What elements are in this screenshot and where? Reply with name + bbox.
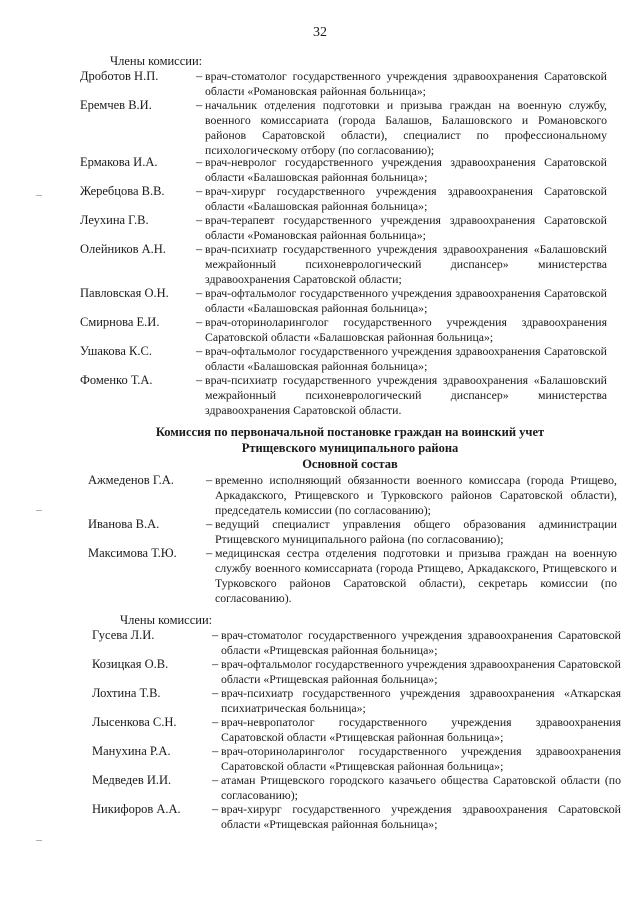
member-entry: [0, 242, 640, 286]
members-label: Члены комиссии:: [120, 613, 213, 627]
member-name: Олейников А.Н.: [80, 242, 166, 256]
member-name: Фоменко Т.А.: [80, 373, 153, 387]
member-name: Козицкая О.В.: [92, 657, 169, 671]
member-role: врач-невролог государственного учреждения здравоохранения Саратовской области «Балашовская районная больница»;: [205, 155, 607, 184]
dash: –: [206, 517, 213, 531]
dash: –: [196, 242, 203, 256]
section-subtitle: Основной состав: [302, 457, 398, 471]
dash: –: [196, 286, 203, 300]
member-role: врач-стоматолог государственного учреждения здравоохранения Саратовской области «Романовская районная больница»;: [205, 69, 607, 98]
member-role: начальник отделения подготовки и призыва граждан на военную службу, военного комиссариата (города Балашов, Балашовского и Романовского районов Саратовской области), специалист по профессиональному психологическому отбору (по согласованию);: [205, 98, 607, 157]
members-label: Члены комиссии:: [110, 54, 203, 68]
member-name: Ермакова И.А.: [80, 155, 158, 169]
page-number: 32: [313, 25, 327, 40]
dash: –: [212, 715, 219, 729]
dash: –: [196, 344, 203, 358]
member-role: медицинская сестра отделения подготовки и призыва граждан на военную службу военного комиссариата (города Ртищево, Аркадакского, Ртищевского и Турковского районов Саратовской области), секретарь комиссии (по согласованию).: [215, 546, 617, 605]
dash: –: [196, 155, 203, 169]
member-name: Гусева Л.И.: [92, 628, 155, 642]
member-name: Лохтина Т.В.: [92, 686, 161, 700]
member-name: Максимова Т.Ю.: [88, 546, 177, 560]
member-role: врач-хирург государственного учреждения здравоохранения Саратовской области «Ртищевская районная больница»;: [221, 802, 621, 831]
dash: –: [196, 373, 203, 387]
member-name: Павловская О.Н.: [80, 286, 169, 300]
member-role: врач-офтальмолог государственного учреждения здравоохранения Саратовской области «Балашовская районная больница»;: [205, 344, 607, 373]
scan-mark: [36, 510, 42, 511]
member-role: врач-офтальмолог государственного учреждения здравоохранения Саратовской области «Ртищевская районная больница»;: [221, 657, 621, 686]
commission-district: Ртищевского муниципального района: [241, 441, 459, 455]
commission-title: Комиссия по первоначальной постановке граждан на воинский учет: [155, 425, 545, 439]
member-role: врач-психиатр государственного учреждения здравоохранения «Аткарская психиатрическая больница»;: [221, 686, 621, 715]
member-name: Ушакова К.С.: [80, 344, 152, 358]
member-name: Еремчев В.И.: [80, 98, 152, 112]
member-role: ведущий специалист управления общего образования администрации Ртищевского муниципального района (по согласованию);: [215, 517, 617, 546]
member-name: Лысенкова С.Н.: [92, 715, 177, 729]
member-name: Никифоров А.А.: [92, 802, 181, 816]
dash: –: [196, 213, 203, 227]
dash: –: [196, 98, 203, 112]
dash: –: [212, 744, 219, 758]
dash: –: [212, 802, 219, 816]
member-name: Манухина Р.А.: [92, 744, 171, 758]
member-name: Иванова В.А.: [88, 517, 160, 531]
dash: –: [212, 686, 219, 700]
scan-mark: [36, 840, 42, 841]
member-role: врач-невропатолог государственного учреждения здравоохранения Саратовской области «Ртищевская районная больница»;: [221, 715, 621, 744]
member-role: врач-офтальмолог государственного учреждения здравоохранения Саратовской области «Балашовская районная больница»;: [205, 286, 607, 315]
member-role: врач-психиатр государственного учреждения здравоохранения «Балашовский межрайонный психоневрологический диспансер» министерства здравоохранения Саратовской области;: [205, 242, 607, 286]
member-name: Жеребцова В.В.: [80, 184, 165, 198]
member-role: врач-оториноларинголог государственного учреждения здравоохранения Саратовской области «Ртищевская районная больница»;: [221, 744, 621, 773]
dash: –: [196, 69, 203, 83]
main-member-entry: [0, 546, 640, 605]
member-role: врач-стоматолог государственного учреждения здравоохранения Саратовской области «Ртищевская районная больница»;: [221, 628, 621, 657]
dash: –: [206, 473, 213, 487]
member-name: Леухина Г.В.: [80, 213, 149, 227]
member-role: врач-терапевт государственного учреждения здравоохранения Саратовской области «Романовская районная больница»;: [205, 213, 607, 242]
member-name: Ажмеденов Г.А.: [88, 473, 174, 487]
dash: –: [212, 657, 219, 671]
member-name: Дроботов Н.П.: [80, 69, 159, 83]
dash: –: [212, 773, 219, 787]
member-role: врач-психиатр государственного учреждения здравоохранения «Балашовский межрайонный психоневрологический диспансер» министерства здравоохранения Саратовской области.: [205, 373, 607, 417]
member-name: Медведев И.И.: [92, 773, 172, 787]
member-role: временно исполняющий обязанности военного комиссара (города Ртищево, Аркадакского, Ртищевского и Турковского районов Саратовской области), председатель комиссии (по согласованию);: [215, 473, 617, 517]
member-role: врач-оториноларинголог государственного учреждения здравоохранения Саратовской области «Балашовская районная больница»;: [205, 315, 607, 344]
scan-mark: [36, 195, 42, 196]
dash: –: [196, 184, 203, 198]
dash: –: [206, 546, 213, 560]
main-member-entry: [0, 473, 640, 517]
dash: –: [212, 628, 219, 642]
member-role: врач-хирург государственного учреждения здравоохранения Саратовской области «Балашовская районная больница»;: [205, 184, 607, 213]
member-entry: [0, 802, 640, 836]
dash: –: [196, 315, 203, 329]
member-name: Смирнова Е.И.: [80, 315, 160, 329]
member-entry: [0, 98, 640, 157]
member-entry: [0, 373, 640, 417]
member-role: атаман Ртищевского городского казачьего общества Саратовской области (по согласованию);: [221, 773, 621, 802]
